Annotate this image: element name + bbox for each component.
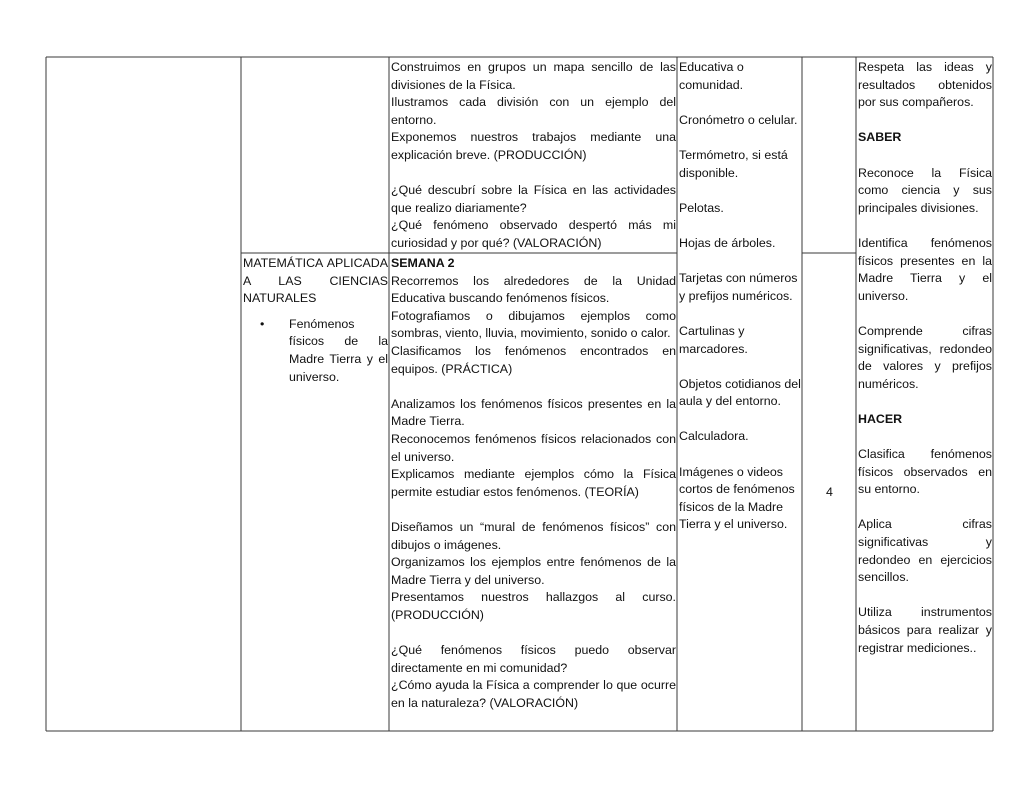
subject-title: MATEMÁTICA APLICADA A LAS CIENCIAS NATURALES xyxy=(243,256,388,306)
top-activities-cell xyxy=(391,59,676,253)
activity-line: Diseñamos un “mural de fenómenos físicos” con dibujos o imágenes. xyxy=(391,519,676,552)
paragraph-gap xyxy=(858,499,992,517)
resource-item: Cartulinas y marcadores. xyxy=(679,323,748,356)
hacer-heading: HACER xyxy=(858,411,903,426)
saber-criterion: Comprende cifras significativas, redondeo de valores y prefijos numéricos. xyxy=(858,323,992,391)
saber-criterion: Reconoce la Física como ciencia y sus principales divisiones. xyxy=(858,165,992,215)
resource-item: Cronómetro o celular. xyxy=(679,112,798,127)
resource-item: Educativa o comunidad. xyxy=(679,60,744,92)
saber-heading: SABER xyxy=(858,130,902,145)
evaluation-cell xyxy=(858,59,992,657)
paragraph-gap xyxy=(679,446,801,464)
hacer-criterion: Clasifica fenómenos físicos observados en su entorno. xyxy=(858,447,992,497)
paragraph-gap xyxy=(858,305,992,323)
paragraph-gap xyxy=(858,217,992,235)
paragraph-gap xyxy=(858,393,992,411)
paragraph-gap xyxy=(391,624,676,642)
paragraph-gap xyxy=(858,428,992,446)
paragraph-gap xyxy=(679,217,801,235)
subject-cell xyxy=(243,255,388,386)
resources-cell xyxy=(679,59,801,534)
paragraph-gap xyxy=(679,411,801,429)
resource-item: Termómetro, si está disponible. xyxy=(679,147,788,180)
activity-line: Explicamos mediante ejemplos cómo la Física permite estudiar estos fenómenos. (TEORÍA) xyxy=(391,467,676,499)
hours-cell xyxy=(803,484,856,502)
reflection-question: ¿Qué fenómenos físicos puedo observar directamente en mi comunidad? xyxy=(391,643,676,675)
activity-line: Analizamos los fenómenos físicos presentes en la Madre Tierra. xyxy=(391,396,676,429)
paragraph-gap xyxy=(679,182,801,200)
reflection-question: ¿Cómo ayuda la Física a comprender lo que ocurre en la naturaleza? (VALORACIÓN) xyxy=(391,678,676,710)
paragraph-gap xyxy=(679,253,801,271)
topic-item: • Fenómenos físicos de la Madre Tierra y el universo. xyxy=(289,316,388,386)
activity-line: Recorremos los alrededores de la Unidad Educativa buscando fenómenos físicos. xyxy=(391,273,676,306)
resource-item: Objetos cotidianos del aula y del entorno. xyxy=(679,376,801,409)
bottom-activities-cell xyxy=(391,255,676,712)
resource-item: Hojas de árboles. xyxy=(679,235,776,250)
hacer-criterion: Aplica cifras significativas y redondeo en ejercicios sencillos. xyxy=(858,517,992,585)
hours-value: 4 xyxy=(826,485,833,499)
paragraph-gap xyxy=(679,129,801,147)
paragraph-gap xyxy=(679,305,801,323)
reflection-question: ¿Qué fenómeno observado despertó más mi curiosidad y por qué? (VALORACIÓN) xyxy=(391,218,676,250)
resource-item: Tarjetas con números y prefijos numéricos. xyxy=(679,271,798,303)
activity-line: Ilustramos cada división con un ejemplo del entorno. xyxy=(391,95,676,127)
activity-line: Clasificamos los fenómenos encontrados en equipos. (PRÁCTICA) xyxy=(391,343,676,376)
paragraph-gap xyxy=(391,501,676,519)
paragraph-gap xyxy=(391,165,676,183)
resource-item: Imágenes o videos cortos de fenómenos físicos de la Madre Tierra y el universo. xyxy=(679,464,795,532)
topic-list xyxy=(243,316,388,386)
paragraph-gap xyxy=(858,112,992,130)
saber-criterion: Identifica fenómenos físicos presentes en la Madre Tierra y el universo. xyxy=(858,235,992,303)
paragraph-gap xyxy=(679,358,801,376)
paragraph-gap xyxy=(391,378,676,396)
resource-item: Pelotas. xyxy=(679,200,724,215)
paragraph-gap xyxy=(858,587,992,605)
activity-line: Construimos en grupos un mapa sencillo de las divisiones de la Física. xyxy=(391,60,676,92)
activity-line: Presentamos nuestros hallazgos al curso. (PRODUCCIÓN) xyxy=(391,590,676,622)
activity-line: Organizamos los ejemplos entre fenómenos de la Madre Tierra y del universo. xyxy=(391,555,676,587)
paragraph-gap xyxy=(858,147,992,165)
paragraph-gap xyxy=(679,94,801,112)
activity-line: Fotografiamos o dibujamos ejemplos como sombras, viento, lluvia, movimiento, sonido o calor. xyxy=(391,308,676,341)
week-label: SEMANA 2 xyxy=(391,256,455,270)
resource-item: Calculadora. xyxy=(679,429,749,444)
activity-line: Exponemos nuestros trabajos mediante una explicación breve. (PRODUCCIÓN) xyxy=(391,130,676,162)
hacer-criterion: Utiliza instrumentos básicos para realizar y registrar mediciones.. xyxy=(858,605,992,655)
activity-line: Reconocemos fenómenos físicos relacionados con el universo. xyxy=(391,431,676,464)
evaluation-intro: Respeta las ideas y resultados obtenidos por sus compañeros. xyxy=(858,60,992,110)
reflection-question: ¿Qué descubrí sobre la Física en las actividades que realizo diariamente? xyxy=(391,183,676,215)
